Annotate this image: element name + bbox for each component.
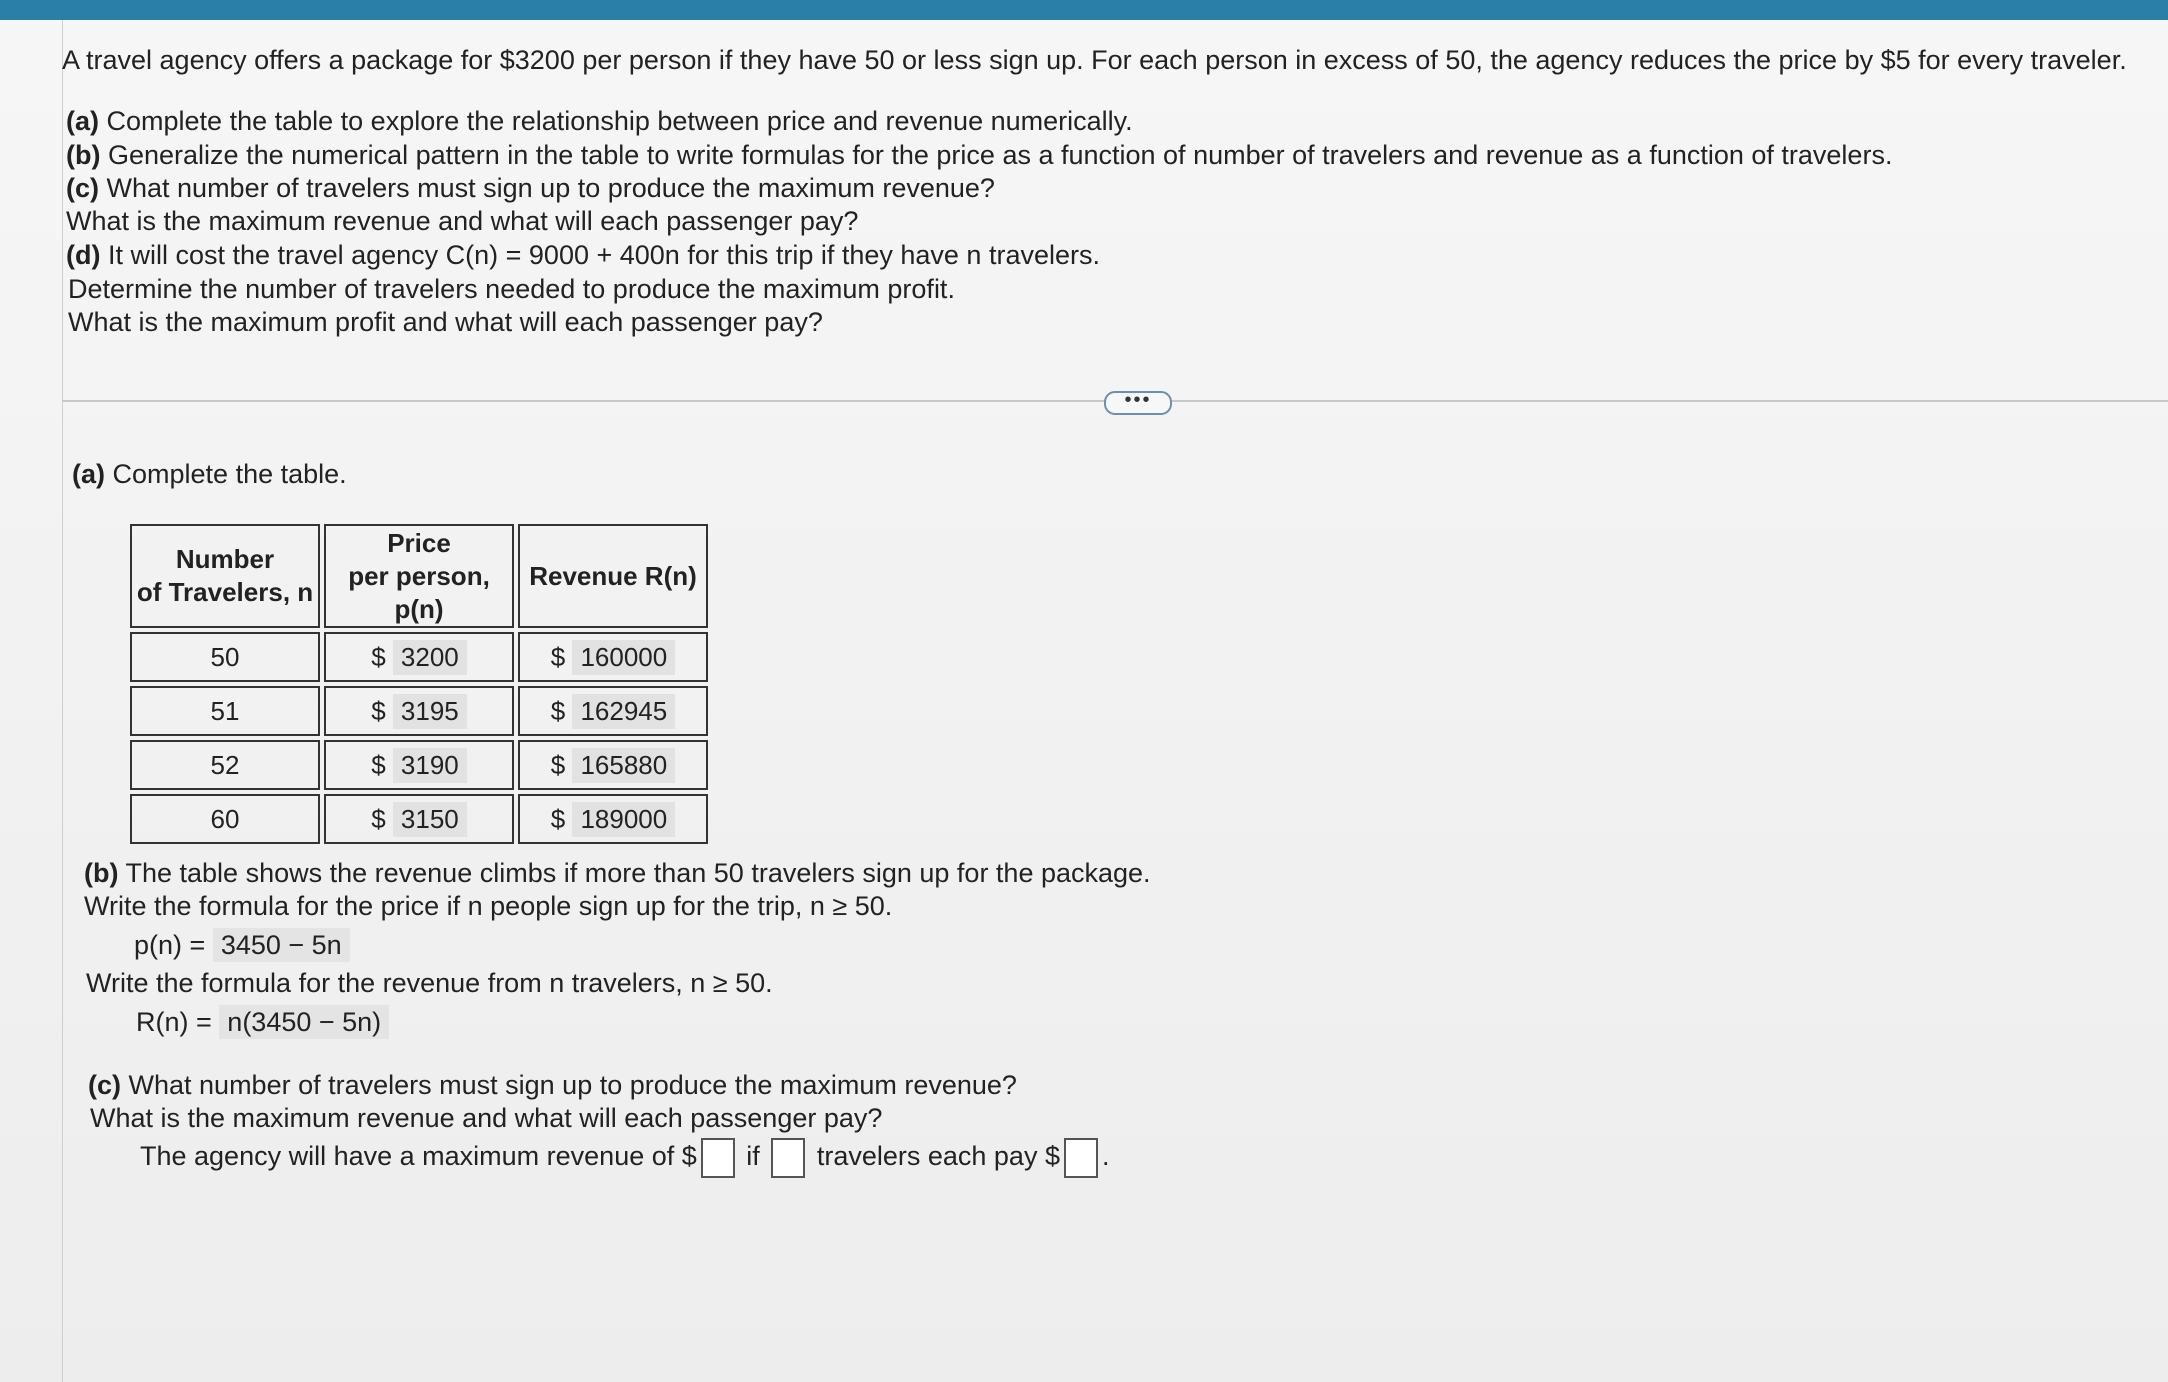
travelers-input[interactable]	[771, 1138, 805, 1178]
travelers-cell: 52	[130, 740, 320, 790]
currency-sign: $	[371, 695, 386, 726]
part-b-line2: Write the formula for the price if n people sign up for the trip, n ≥ 50.	[84, 891, 893, 921]
table-row	[130, 686, 708, 736]
problem-part-b	[66, 138, 1892, 172]
answer-end: .	[1101, 1141, 1110, 1171]
top-bar	[0, 0, 2168, 20]
problem-part-d	[66, 238, 1100, 272]
price-cell	[324, 794, 514, 844]
part-text: What number of travelers must sign up to produce the maximum revenue?	[106, 173, 995, 203]
part-label: (c)	[66, 173, 99, 203]
travelers-cell: 50	[130, 632, 320, 682]
price-formula-label: p(n) =	[134, 930, 206, 960]
travelers-cell: 51	[130, 686, 320, 736]
part-c-label: (c)	[88, 1070, 121, 1100]
currency-sign: $	[550, 749, 566, 780]
part-b-text: The table shows the revenue climbs if more than 50 travelers sign up for the package.	[125, 858, 1151, 888]
part-text: Complete the table to explore the relationship between price and revenue numerically.	[106, 106, 1133, 136]
answer-mid: travelers each pay $	[816, 1141, 1060, 1171]
price-answer[interactable]: 3195	[393, 694, 467, 729]
answer-if: if	[746, 1141, 760, 1171]
part-label: (b)	[66, 140, 101, 170]
header-travelers-line1: Number	[175, 544, 275, 574]
header-price-line1: Price	[387, 527, 451, 558]
problem-part-c-2: What is the maximum revenue and what will each passenger pay?	[66, 206, 859, 236]
revenue-answer[interactable]: 189000	[572, 802, 675, 837]
header-price-line3: p(n)	[394, 593, 444, 624]
header-travelers	[130, 524, 320, 628]
revenue-cell	[518, 794, 708, 844]
revenue-cell	[518, 686, 708, 736]
revenue-answer[interactable]: 160000	[572, 640, 675, 675]
price-cell	[324, 740, 514, 790]
price-answer[interactable]: 3200	[393, 640, 467, 675]
part-text: It will cost the travel agency C(n) = 9000 + 400n for this trip if they have n travelers.	[108, 240, 1100, 270]
part-a-label: (a)	[72, 459, 105, 489]
part-b-line1	[84, 856, 1151, 890]
currency-sign: $	[371, 749, 386, 780]
part-label: (a)	[66, 106, 99, 136]
part-c-answer-row	[140, 1136, 1109, 1178]
table-row	[130, 794, 708, 844]
price-each-input[interactable]	[1064, 1138, 1098, 1178]
part-c-text: What number of travelers must sign up to produce the maximum revenue?	[128, 1070, 1017, 1100]
problem-part-d-3: What is the maximum profit and what will each passenger pay?	[68, 307, 823, 337]
currency-sign: $	[371, 641, 386, 672]
price-formula-answer[interactable]: 3450 − 5n	[213, 928, 350, 962]
problem-part-d-2: Determine the number of travelers needed to produce the maximum profit.	[68, 274, 955, 304]
part-c-line1	[88, 1068, 1017, 1102]
answer-prefix: The agency will have a maximum revenue of $	[140, 1141, 697, 1171]
header-price-line2: per person,	[348, 560, 490, 591]
price-cell	[324, 686, 514, 736]
part-text: Generalize the numerical pattern in the table to write formulas for the price as a function of number of travelers and revenue as a function of travelers.	[108, 140, 1893, 170]
price-revenue-table	[126, 520, 712, 848]
table-row	[130, 632, 708, 682]
price-formula-row	[134, 928, 350, 962]
header-price	[324, 524, 514, 628]
header-revenue: Revenue R(n)	[518, 524, 708, 628]
problem-intro: A travel agency offers a package for $3200 per person if they have 50 or less sign up. For each person in excess of 50, the agency reduces the price by $5 for every traveler.	[62, 45, 2127, 75]
travelers-cell: 60	[130, 794, 320, 844]
revenue-formula-answer[interactable]: n(3450 − 5n)	[219, 1005, 389, 1039]
part-a-text: Complete the table.	[112, 459, 347, 489]
table-row	[130, 740, 708, 790]
problem-part-c	[66, 171, 995, 205]
left-divider	[62, 20, 63, 1382]
currency-sign: $	[550, 803, 566, 834]
price-answer[interactable]: 3150	[393, 802, 467, 837]
part-b-line3: Write the formula for the revenue from n travelers, n ≥ 50.	[86, 968, 773, 998]
price-cell	[324, 632, 514, 682]
problem-part-a	[66, 104, 1133, 138]
header-travelers-line2: of Travelers, n	[136, 577, 314, 607]
revenue-answer[interactable]: 162945	[572, 694, 675, 729]
max-revenue-input[interactable]	[701, 1138, 735, 1178]
revenue-cell	[518, 740, 708, 790]
part-a-heading	[72, 457, 347, 491]
revenue-answer[interactable]: 165880	[572, 748, 675, 783]
part-label: (d)	[66, 240, 101, 270]
price-answer[interactable]: 3190	[393, 748, 467, 783]
currency-sign: $	[550, 695, 566, 726]
revenue-formula-row	[136, 1005, 389, 1039]
revenue-formula-label: R(n) =	[136, 1007, 212, 1037]
part-b-label: (b)	[84, 858, 119, 888]
currency-sign: $	[371, 803, 386, 834]
revenue-cell	[518, 632, 708, 682]
currency-sign: $	[550, 641, 566, 672]
part-c-line2: What is the maximum revenue and what will each passenger pay?	[90, 1103, 883, 1133]
more-options-button[interactable]: •••	[1104, 391, 1172, 415]
